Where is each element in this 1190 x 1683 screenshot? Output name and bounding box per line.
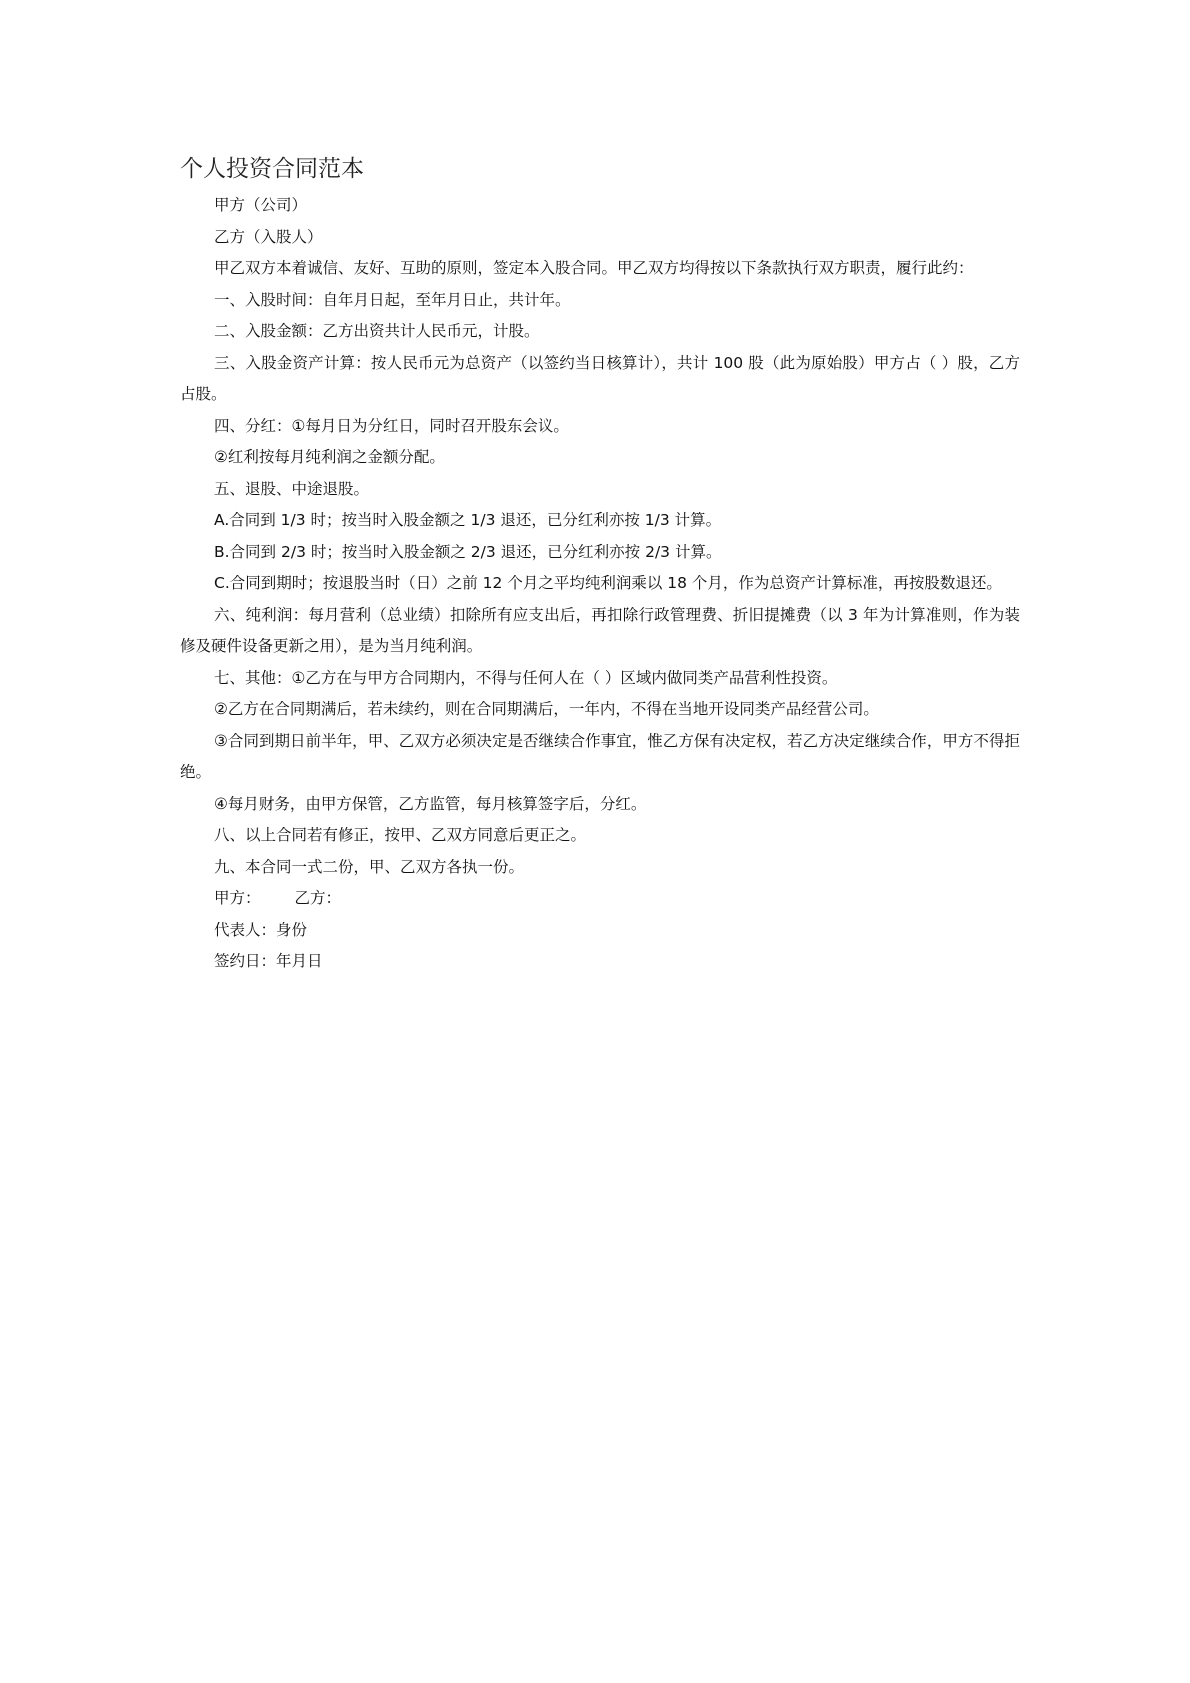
clause-5-a: A.合同到 1/3 时；按当时入股金额之 1/3 退还，已分红利亦按 1/3 计算。: [214, 511, 722, 529]
clause-2: 二、入股金额：乙方出资共计人民币元，计股。: [214, 322, 540, 340]
clause-6: 六、纯利润：每月营利（总业绩）扣除所有应支出后，再扣除行政管理费、折旧提摊费（以 3 年为计算准则，作为装修及硬件设备更新之用），是为当月纯利润。: [180, 605, 1020, 655]
clause-7-sub-2: ②乙方在合同期满后，若未续约，则在合同期满后，一年内，不得在当地开设同类产品经营公司。: [214, 700, 879, 718]
sign-date-line: 签约日：年月日: [214, 952, 323, 970]
party-b-line: 乙方（入股人）: [214, 227, 323, 246]
clause-5: 五、退股、中途退股。: [214, 479, 370, 498]
clause-5-c: C.合同到期时；按退股当时（日）之前 12 个月之平均纯利润乘以 18 个月，作为总资产计算标准，再按股数退还。: [214, 574, 1002, 592]
clause-4-sub-2: ②红利按每月纯利润之金额分配。: [214, 448, 445, 466]
signature-parties-line: [180, 883, 1020, 915]
document-title: 个人投资合同范本: [180, 156, 364, 182]
clause-9: 九、本合同一式二份，甲、乙双方各执一份。: [214, 857, 525, 876]
clause-3: 三、入股金资产计算：按人民币元为总资产（以签约当日核算计），共计 100 股（此为原始股）甲方占（ ）股，乙方占股。: [180, 353, 1020, 403]
contract-page: [180, 150, 1020, 978]
clause-7-sub-3: ③合同到期日前半年，甲、乙双方必须决定是否继续合作事宜，惟乙方保有决定权，若乙方决定继续合作，甲方不得拒绝。: [180, 731, 1020, 781]
party-a-line: 甲方（公司）: [214, 196, 308, 214]
clause-1: 一、入股时间：自年月日起，至年月日止，共计年。: [214, 290, 571, 309]
representative-line: 代表人：身份: [214, 920, 308, 939]
intro-paragraph: 甲乙双方本着诚信、友好、互助的原则，签定本入股合同。甲乙双方均得按以下条款执行双方职责，履行此约：: [214, 259, 974, 277]
clause-7: 七、其他：①乙方在与甲方合同期内，不得与任何人在（ ）区域内做同类产品营利性投资。: [214, 668, 838, 687]
clause-8: 八、以上合同若有修正，按甲、乙双方同意后更正之。: [214, 826, 587, 844]
signature-party-a: 甲方：: [214, 889, 261, 907]
clause-4: 四、分红：①每月日为分红日，同时召开股东会议。: [214, 416, 569, 435]
signature-party-b: 乙方：: [294, 889, 342, 907]
clause-7-sub-4: ④每月财务，由甲方保管，乙方监管，每月核算签字后，分红。: [214, 794, 647, 813]
clause-5-b: B.合同到 2/3 时；按当时入股金额之 2/3 退还，已分红利亦按 2/3 计算。: [214, 542, 722, 561]
